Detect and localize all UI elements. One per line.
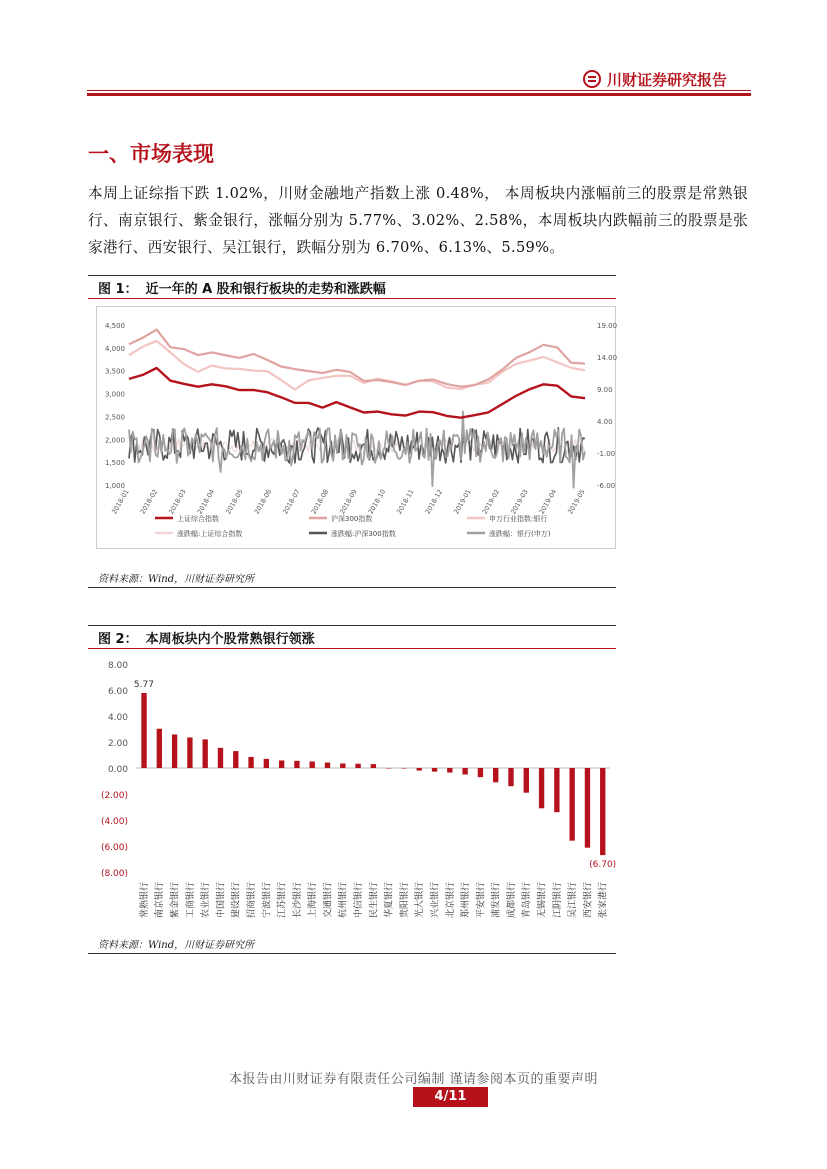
- y-left-tick-label: 3,500: [104, 367, 125, 376]
- x-tick-label: 2019-01: [452, 488, 473, 516]
- y-left-tick-label: 3,000: [104, 390, 125, 399]
- y-tick-label: (2.00): [100, 791, 128, 801]
- x-tick-label: 上海银行: [308, 882, 319, 919]
- x-tick-label: 紫金银行: [170, 882, 181, 919]
- y-right-tick-label: 14.00: [597, 354, 618, 362]
- section-title: 一、市场表现: [88, 142, 214, 166]
- y-left-tick-label: 1,500: [104, 459, 125, 468]
- y-tick-label: 0.00: [107, 765, 128, 775]
- y-right-tick-label: -6.00: [597, 482, 616, 490]
- y-tick-label: 8.00: [107, 661, 128, 671]
- legend-label: 涨跌幅：银行(申万): [489, 530, 551, 538]
- x-tick-label: 西安银行: [583, 882, 594, 919]
- y-tick-label: 4.00: [107, 713, 128, 723]
- header-rule-thick: [87, 93, 751, 96]
- x-tick-label: 贵阳银行: [399, 882, 410, 919]
- x-tick-label: 2018-02: [138, 488, 160, 516]
- y-left-tick-label: 4,000: [104, 344, 125, 353]
- x-tick-label: 光大银行: [415, 882, 426, 919]
- bar: [524, 768, 529, 793]
- x-tick-label: 成都银行: [506, 882, 517, 919]
- bar: [371, 764, 376, 768]
- bar: [203, 739, 208, 768]
- series-line-index: [129, 330, 585, 387]
- x-tick-label: 2018-12: [423, 488, 445, 516]
- bar: [600, 768, 605, 855]
- market-summary-paragraph: 本周上证综指下跌 1.02%，川财金融地产指数上涨 0.48%， 本周板块内涨幅前三的股票是常熟银行、南京银行、紫金银行，涨幅分别为 5.77%、3.02%、2.58%，本周板块内跌幅前三的股票是张家港行、西安银行、吴江银行，跌幅分别为 6.70%、6.13%、5.59%。: [88, 185, 748, 256]
- y-right-tick-label: 19.00: [597, 322, 618, 330]
- x-tick-label: 张家港行: [598, 882, 609, 919]
- y-tick-label: 6.00: [107, 687, 128, 697]
- x-tick-label: 郑州银行: [461, 882, 472, 919]
- footer-disclaimer: 本报告由川财证券有限责任公司编制 谨请参阅本页的重要声明: [228, 1072, 599, 1087]
- x-tick-label: 常熟银行: [139, 882, 150, 919]
- legend-label: 申万行业指数:银行: [489, 515, 548, 523]
- x-tick-label: 2018-07: [281, 488, 302, 516]
- bar: [279, 760, 284, 768]
- figure2-source: 资料来源：Wind，川财证券研究所: [88, 932, 616, 954]
- x-tick-label: 工商银行: [185, 882, 196, 919]
- y-right-tick-label: 9.00: [597, 386, 613, 394]
- bar: [554, 768, 559, 812]
- y-tick-label: (6.00): [100, 843, 128, 853]
- x-tick-label: 北京银行: [445, 882, 456, 919]
- y-tick-label: (4.00): [100, 817, 128, 827]
- figure2-chart: [88, 650, 616, 930]
- x-tick-label: 交通银行: [323, 882, 334, 919]
- bar: [325, 763, 330, 768]
- bar: [141, 693, 146, 768]
- bar: [172, 734, 177, 768]
- figure1-chart: [96, 306, 616, 549]
- x-tick-label: 华夏银行: [384, 882, 395, 919]
- bar-chart-svg: [88, 650, 616, 930]
- x-tick-label: 杭州银行: [338, 882, 349, 919]
- bar: [294, 761, 299, 768]
- x-tick-label: 2019-05: [566, 488, 587, 516]
- x-tick-label: 农业银行: [201, 882, 212, 919]
- figure1-title: 近一年的 A 股和银行板块的走势和涨跌幅: [145, 281, 386, 297]
- page-number: 4/11: [413, 1087, 488, 1107]
- y-tick-label: 2.00: [107, 739, 128, 749]
- x-tick-label: 江苏银行: [277, 882, 288, 919]
- bar: [386, 768, 391, 769]
- y-right-tick-label: 4.00: [597, 418, 613, 426]
- x-tick-label: 平安银行: [476, 882, 487, 919]
- bar: [417, 768, 422, 771]
- x-tick-label: 长沙银行: [292, 882, 303, 919]
- bar: [432, 768, 437, 772]
- x-tick-label: 青岛银行: [522, 882, 533, 919]
- figure2-label: 图 2：: [98, 631, 138, 647]
- x-tick-label: 2018-09: [338, 488, 359, 516]
- series-line-index: [129, 341, 585, 390]
- y-left-tick-label: 1,000: [104, 482, 125, 490]
- bar: [233, 751, 238, 768]
- legend-label: 沪深300指数: [331, 515, 373, 523]
- legend-label: 上证综合指数: [177, 515, 219, 523]
- x-tick-label: 宁波银行: [262, 882, 273, 919]
- bar: [401, 768, 406, 769]
- y-right-tick-label: -1.00: [597, 450, 616, 458]
- y-left-tick-label: 2,000: [104, 436, 125, 445]
- bar: [248, 757, 253, 768]
- x-tick-label: 民生银行: [369, 882, 380, 919]
- bar: [447, 768, 452, 773]
- bar: [508, 768, 513, 786]
- x-tick-label: 2019-03: [509, 488, 530, 516]
- bar: [310, 762, 315, 769]
- x-tick-label: 2018-10: [366, 488, 388, 516]
- header-brand: [583, 68, 753, 90]
- x-tick-label: 2019-04: [537, 488, 559, 516]
- figure2-title: 本周板块内个股常熟银行领涨: [145, 631, 315, 647]
- y-left-tick-label: 2,500: [104, 413, 125, 422]
- bar: [462, 768, 467, 775]
- data-label-first: 5.77: [133, 679, 154, 690]
- x-tick-label: 2018-08: [309, 488, 331, 516]
- y-left-tick-label: 4,500: [104, 322, 125, 330]
- x-tick-label: 中信银行: [354, 882, 365, 919]
- x-tick-label: 浦发银行: [491, 882, 502, 919]
- company-logo-icon: [583, 70, 601, 88]
- brand-name: 川财证券研究报告: [607, 70, 728, 89]
- x-tick-label: 无锡银行: [537, 882, 548, 919]
- x-tick-label: 2018-03: [167, 488, 188, 516]
- header-rule: [87, 90, 751, 91]
- x-tick-label: 南京银行: [155, 882, 166, 919]
- figure1-title-row: [88, 275, 616, 299]
- bar: [218, 748, 223, 768]
- figure1-label: 图 1：: [98, 281, 138, 297]
- figure1-source: 资料来源：Wind，川财证券研究所: [88, 566, 616, 588]
- bar: [187, 737, 192, 768]
- line-chart-svg: [97, 307, 618, 548]
- bar: [569, 768, 574, 841]
- x-tick-label: 2018-04: [195, 488, 217, 516]
- x-tick-label: 招商银行: [246, 882, 257, 919]
- x-tick-label: 2018-11: [395, 488, 416, 516]
- bar: [157, 729, 162, 768]
- figure2-title-row: [88, 625, 616, 649]
- bar: [355, 764, 360, 768]
- bar: [539, 768, 544, 808]
- x-tick-label: 兴业银行: [430, 882, 441, 919]
- bar: [264, 759, 269, 768]
- bar: [478, 768, 483, 777]
- data-label-last: (6.70): [589, 860, 617, 871]
- bar: [585, 768, 590, 848]
- x-tick-label: 2019-02: [480, 488, 502, 516]
- x-tick-label: 江阴银行: [552, 882, 563, 919]
- x-tick-label: 中国银行: [216, 882, 227, 919]
- bar: [340, 763, 345, 768]
- x-tick-label: 建设银行: [231, 882, 242, 919]
- x-tick-label: 2018-01: [110, 488, 131, 516]
- x-tick-label: 吴江银行: [568, 882, 579, 919]
- bar: [493, 768, 498, 782]
- legend-label: 涨跌幅:上证综合指数: [177, 530, 243, 538]
- x-tick-label: 2018-06: [252, 488, 274, 516]
- x-tick-label: 2018-05: [224, 488, 245, 516]
- y-tick-label: (8.00): [100, 869, 128, 879]
- legend-label: 涨跌幅:沪深300指数: [331, 530, 396, 538]
